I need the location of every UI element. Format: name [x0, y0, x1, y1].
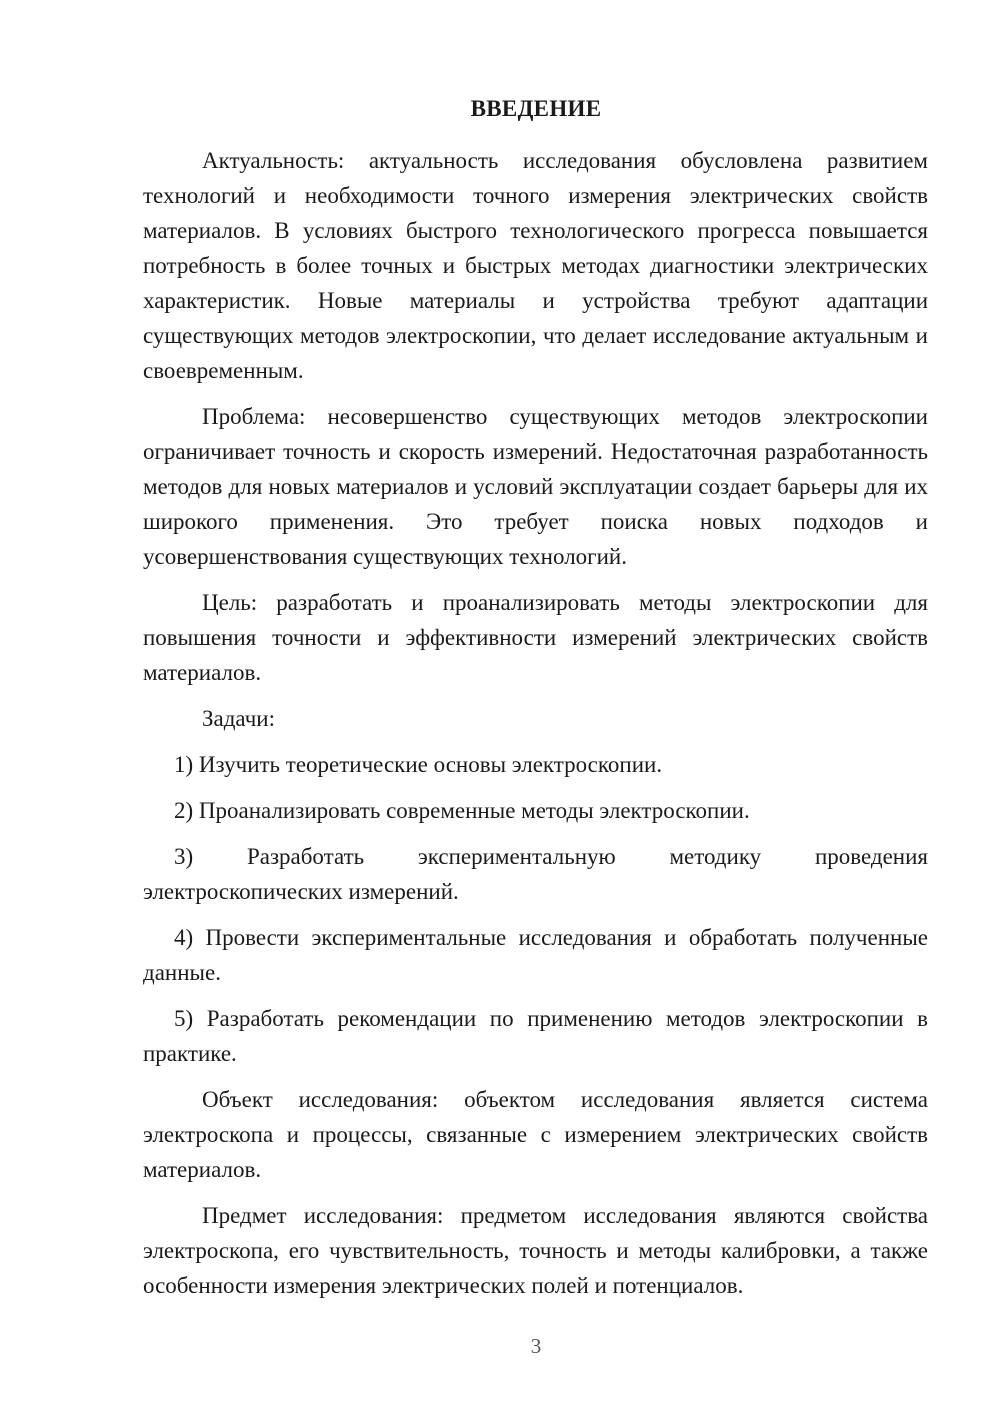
- paragraph-goal: Цель: разработать и проанализировать методы электроскопии для повышения точности и эффективности измерений электрических свойств материалов.: [143, 590, 928, 685]
- paragraph-relevance: Актуальность: актуальность исследования обусловлена развитием технологий и необходимости точного измерения электрических свойств материалов. В условиях быстрого технологического прогресса повышается потребность в более точных и быстрых методах диагностики электрических характеристик. Новые материалы и устройства требуют адаптации существующих методов электроскопии, что делает исследование актуальным и своевременным.: [143, 148, 928, 383]
- tasks-heading: Задачи:: [202, 706, 275, 731]
- paragraph-subject: Предмет исследования: предметом исследования являются свойства электроскопа, его чувствительность, точность и методы калибровки, а также особенности измерения электрических полей и потенциалов.: [143, 1203, 928, 1298]
- document-body: [143, 143, 928, 1303]
- page-title: ВВЕДЕНИЕ: [470, 96, 602, 121]
- task-item-2: 2) Проанализировать современные методы электроскопии.: [174, 798, 750, 823]
- task-item-3: 3) Разработать экспериментальную методику проведения электроскопических измерений.: [143, 844, 928, 904]
- paragraph-problem: Проблема: несовершенство существующих методов электроскопии ограничивает точность и скорость измерений. Недостаточная разработанность методов для новых материалов и условий эксплуатации создает барьеры для их широкого применения. Это требует поиска новых подходов и усовершенствования существующих технологий.: [143, 404, 928, 569]
- paragraph-object: Объект исследования: объектом исследования является система электроскопа и процессы, связанные с измерением электрических свойств материалов.: [143, 1087, 928, 1182]
- task-item-4: 4) Провести экспериментальные исследования и обработать полученные данные.: [143, 925, 928, 985]
- page-number: 3: [530, 1334, 542, 1358]
- task-item-5: 5) Разработать рекомендации по применению методов электроскопии в практике.: [143, 1006, 928, 1066]
- task-item-1: 1) Изучить теоретические основы электроскопии.: [174, 752, 663, 777]
